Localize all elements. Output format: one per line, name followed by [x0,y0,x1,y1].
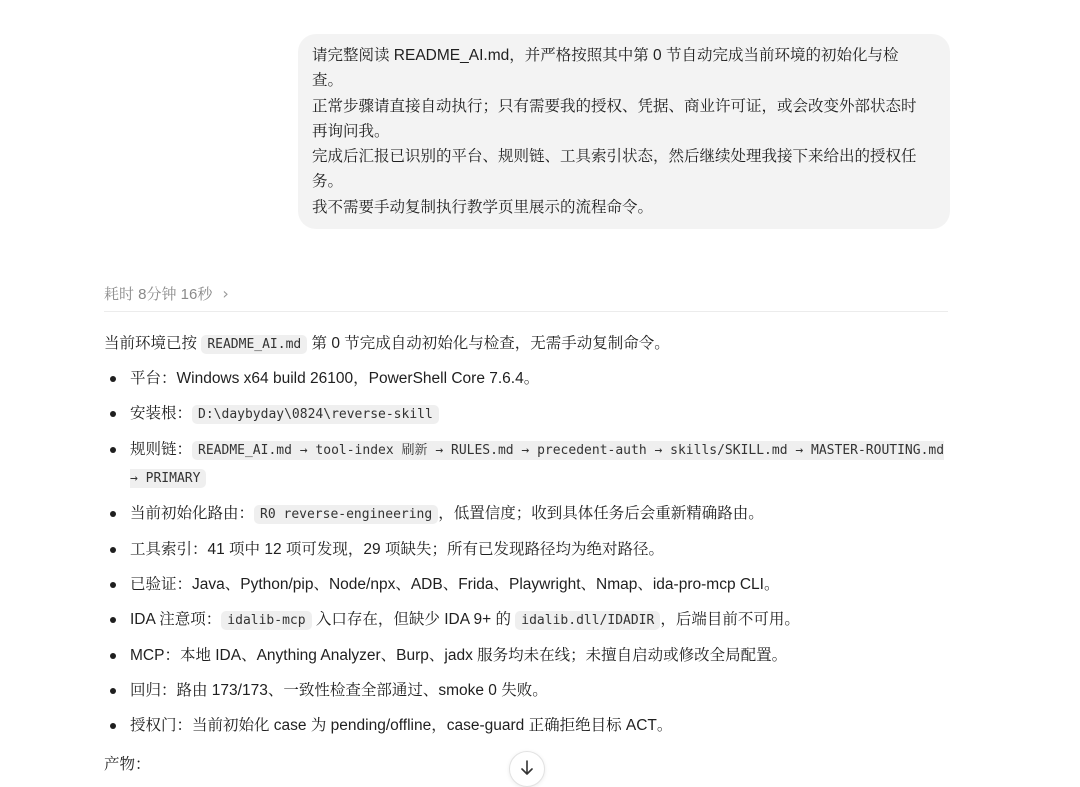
user-message-line: 我不需要手动复制执行教学页里展示的流程命令。 [312,198,654,216]
inline-code: D:\daybyday\0824\reverse-skill [192,405,439,424]
list-item-install-root: 安装根： D:\daybyday\0824\reverse-skill [104,400,948,428]
user-message-bubble [298,34,950,229]
scroll-to-bottom-button[interactable] [509,751,545,787]
divider [104,311,948,312]
inline-code: README_AI.md [201,335,307,354]
products-heading: 产物： [104,756,151,773]
summary-list [104,365,948,739]
chevron-right-icon: › [222,284,229,303]
response-lead: 当前环境已按 README_AI.md 第 0 节完成自动初始化与检查，无需手动复制命令。 [104,335,670,352]
list-item-verified: 已验证：Java、Python/pip、Node/npx、ADB、Frida、Playwright、Nmap、ida-pro-mcp CLI。 [104,571,948,598]
user-message-line: 完成后汇报已识别的平台、规则链、工具索引状态，然后继续处理我接下来给出的授权任务。 [312,148,917,191]
list-item-init-route: 当前初始化路由： R0 reverse-engineering ，低置信度；收到具体任务后会重新精确路由。 [104,500,948,528]
list-item-ida-note: IDA 注意项： idalib-mcp 入口存在，但缺少 IDA 9+ 的 idalib.dll/IDADIR ，后端目前不可用。 [104,606,948,634]
inline-code: README_AI.md → tool-index 刷新 → RULES.md → precedent-auth → skills/SKILL.md → MASTER-ROUTING.md → PRIMARY [130,443,945,486]
inline-code: idalib-mcp [221,611,311,630]
arrow-down-icon [518,759,536,777]
thinking-duration-label: 耗时 8分钟 16秒 [104,286,213,303]
list-item-tool-index: 工具索引：41 项中 12 项可发现，29 项缺失；所有已发现路径均为绝对路径。 [104,536,948,563]
inline-code: idalib.dll/IDADIR [515,611,660,630]
list-item-regression: 回归：路由 173/173、一致性检查全部通过、smoke 0 失败。 [104,677,948,704]
user-message-line: 正常步骤请直接自动执行；只有需要我的授权、凭据、商业许可证，或会改变外部状态时再询问我。 [312,97,917,140]
list-item-rule-chain: 规则链： README_AI.md → tool-index 刷新 → RULES.md → precedent-auth → skills/SKILL.md → MASTER-ROUTING.md → PRIMARY [104,436,948,492]
user-message-line: 请完整阅读 README_AI.md，并严格按照其中第 0 节自动完成当前环境的初始化与检查。 [312,47,899,90]
inline-code: R0 reverse-engineering [254,505,438,524]
list-item-auth-gate: 授权门：当前初始化 case 为 pending/offline，case-guard 正确拒绝目标 ACT。 [104,712,948,739]
list-item-platform: 平台：Windows x64 build 26100，PowerShell Core 7.6.4。 [104,365,948,392]
thinking-duration-toggle[interactable] [104,283,229,304]
list-item-mcp: MCP：本地 IDA、Anything Analyzer、Burp、jadx 服务均未在线；未擅自启动或修改全局配置。 [104,642,948,669]
assistant-response [104,329,948,773]
